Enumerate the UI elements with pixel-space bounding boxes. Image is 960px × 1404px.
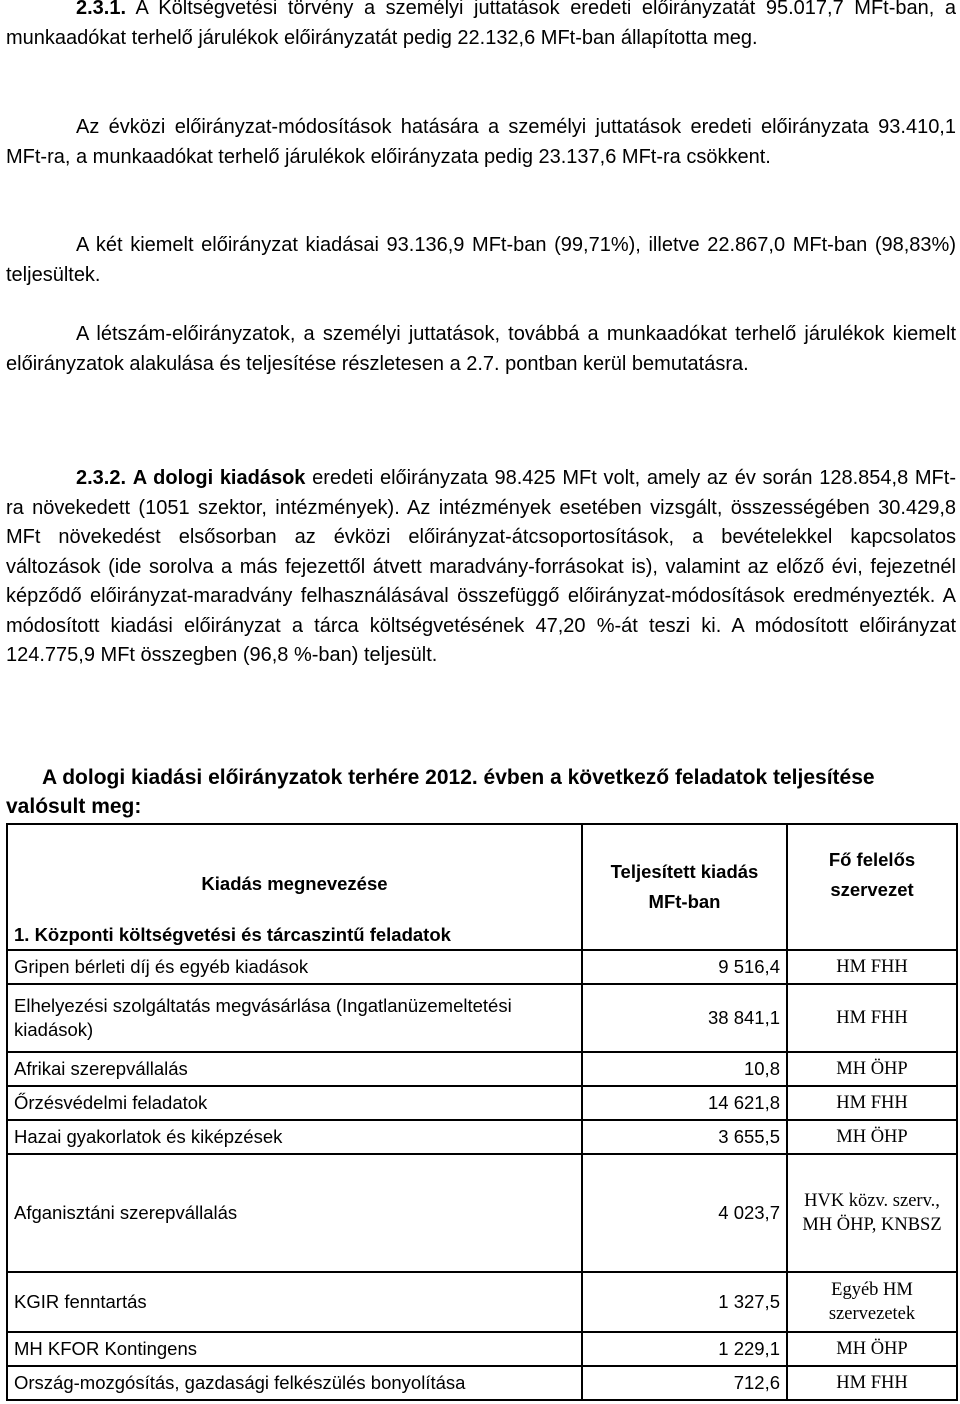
paragraph-2-3-2 xyxy=(6,464,956,671)
row-org: MH ÖHP xyxy=(787,1332,957,1366)
bold-lead: A dologi kiadások xyxy=(132,467,306,489)
row-name: Őrzésvédelmi feladatok xyxy=(7,1086,582,1120)
row-org: Egyéb HM szervezetek xyxy=(787,1272,957,1332)
row-name: Gripen bérleti díj és egyéb kiadások xyxy=(7,950,582,984)
row-amount: 712,6 xyxy=(582,1366,787,1400)
row-name: Elhelyezési szolgáltatás megvásárlása (Ingatlanüzemeltetési kiadások) xyxy=(7,984,582,1052)
row-name: Afganisztáni szerepvállalás xyxy=(7,1154,582,1272)
row-org: MH ÖHP xyxy=(787,1052,957,1086)
row-name: Ország-mozgósítás, gazdasági felkészülés bonyolítása xyxy=(7,1366,582,1400)
table-row xyxy=(7,984,957,1052)
row-name: Hazai gyakorlatok és kiképzések xyxy=(7,1120,582,1154)
row-amount: 10,8 xyxy=(582,1052,787,1086)
section-number: 2.3.2. xyxy=(76,467,127,489)
header-name-label: Kiadás megnevezése xyxy=(201,872,388,894)
row-org: HM FHH xyxy=(787,984,957,1052)
table-header-row xyxy=(7,824,957,920)
row-amount: 4 023,7 xyxy=(582,1154,787,1272)
paragraph-modifications: Az évközi előirányzat-módosítások hatására a személyi juttatások eredeti előirányzata 93.410,1 MFt-ra, a munkaadókat terhelő járulékok előirányzata pedig 23.137,6 MFt-ra csökkent. xyxy=(6,116,956,168)
paragraph-2-3-1 xyxy=(6,0,956,53)
row-amount: 14 621,8 xyxy=(582,1086,787,1120)
paragraph-execution: A két kiemelt előirányzat kiadásai 93.136,9 MFt-ban (99,71%), illetve 22.867,0 MFt-ban (98,83%) teljesültek. xyxy=(6,234,956,286)
row-org: HVK közv. szerv., MH ÖHP, KNBSZ xyxy=(787,1154,957,1272)
table-row xyxy=(7,1154,957,1272)
row-amount: 3 655,5 xyxy=(582,1120,787,1154)
table-row xyxy=(7,1332,957,1366)
paragraph-text: A Költségvetési törvény a személyi juttatások eredeti előirányzatát 95.017,7 MFt-ban, a munkaadókat terhelő járulékok előirányzatát pedig 22.132,6 MFt-ban állapította meg. xyxy=(6,0,956,49)
header-name xyxy=(7,824,582,920)
row-org: HM FHH xyxy=(787,1366,957,1400)
section-number: 2.3.1. xyxy=(76,0,127,19)
row-name: MH KFOR Kontingens xyxy=(7,1332,582,1366)
row-org: HM FHH xyxy=(787,1086,957,1120)
table-row xyxy=(7,1366,957,1400)
row-amount: 1 229,1 xyxy=(582,1332,787,1366)
paragraph-headcount: A létszám-előirányzatok, a személyi juttatások, továbbá a munkaadókat terhelő járulékok kiemelt előirányzatok alakulása és teljesítése részletesen a 2.7. pontban kerül bemutatásra. xyxy=(6,323,956,375)
subheading: 1. Központi költségvetési és tárcaszintű feladatok xyxy=(7,920,582,950)
row-name: Afrikai szerepvállalás xyxy=(7,1052,582,1086)
row-org: HM FHH xyxy=(787,950,957,984)
expenditure-table xyxy=(6,823,958,1401)
header-org: Fő felelős szervezet xyxy=(787,824,957,950)
row-amount: 1 327,5 xyxy=(582,1272,787,1332)
table-row xyxy=(7,1052,957,1086)
table-row xyxy=(7,1086,957,1120)
paragraph-text: eredeti előirányzata 98.425 MFt volt, amely az év során 128.854,8 MFt-ra növekedett (1051 szektor, intézmények). Az intézmények esetében vizsgált, összességében 30.429,8 MFt növekedést elsősorban az évközi előirányzat-átcsoportosítások, a bevételekkel kapcsolatos változások (ide sorolva a más fejezettől átvett maradvány-forrásokat is), valamint az előző évi, fejezetnél képződő előirányzat-maradvány felhasználásával összefüggő előirányzat-módosítások eredményezték. A módosított kiadási előirányzat a tárca költségvetésének 47,20 %-át teszi ki. A módosított előirányzat 124.775,9 MFt összegben (96,8 %-ban) teljesült. xyxy=(6,467,956,666)
table-row xyxy=(7,1120,957,1154)
header-amount: Teljesített kiadás MFt-ban xyxy=(582,824,787,950)
row-name: KGIR fenntartás xyxy=(7,1272,582,1332)
row-org: MH ÖHP xyxy=(787,1120,957,1154)
row-amount: 38 841,1 xyxy=(582,984,787,1052)
table-row xyxy=(7,950,957,984)
table-title: A dologi kiadási előirányzatok terhére 2012. évben a következő feladatok teljesítése valósult meg: xyxy=(6,766,875,818)
row-amount: 9 516,4 xyxy=(582,950,787,984)
table-row xyxy=(7,1272,957,1332)
